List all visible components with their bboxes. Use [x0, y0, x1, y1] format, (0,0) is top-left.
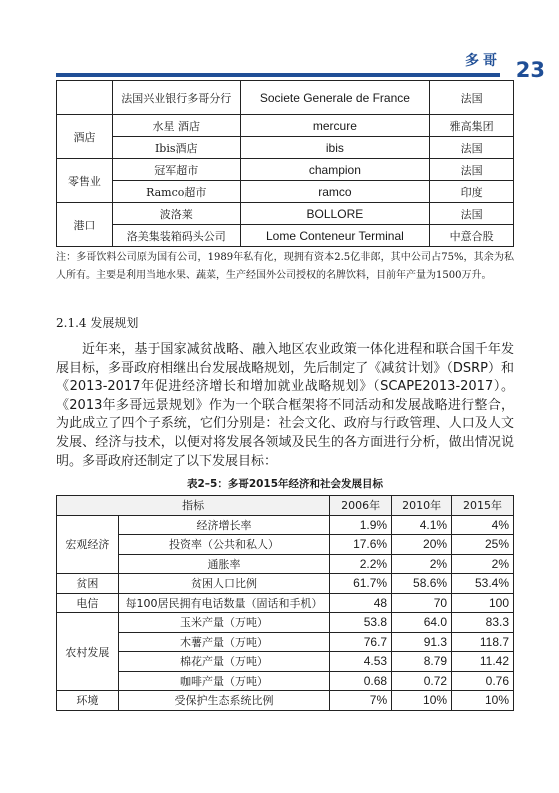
table-row [57, 652, 514, 672]
value-2006: 76.7 [330, 632, 392, 652]
table-caption: 表2–5：多哥2015年经济和社会发展目标 [186, 478, 384, 490]
value-2006: 4.53 [330, 652, 392, 672]
company-cn-cell: 冠军超市 [112, 159, 240, 181]
category-cell [57, 81, 113, 115]
value-2006: 2.2% [330, 554, 392, 574]
value-2010: 20% [392, 535, 452, 555]
value-2015: 0.76 [452, 671, 514, 691]
value-2006: 61.7% [330, 574, 392, 594]
table-row [57, 574, 514, 594]
table-row [57, 613, 514, 633]
foreign-companies-table [56, 80, 514, 247]
indicator-cell: 受保护生态系统比例 [118, 691, 329, 711]
indicator-cell: 玉米产量（万吨） [118, 613, 329, 633]
value-2015: 25% [452, 535, 514, 555]
table-header-row [57, 496, 514, 516]
indicator-cell: 贫困人口比例 [118, 574, 329, 594]
indicator-cell: 经济增长率 [118, 515, 329, 535]
page-header [0, 0, 559, 80]
value-2006: 53.8 [330, 613, 392, 633]
value-2015: 11.42 [452, 652, 514, 672]
origin-cell: 法国 [430, 137, 514, 159]
category-cell: 农村发展 [57, 613, 119, 691]
value-2015: 53.4% [452, 574, 514, 594]
header-2015: 2015年 [452, 496, 514, 516]
category-cell: 港口 [57, 203, 113, 247]
indicator-cell: 木薯产量（万吨） [118, 632, 329, 652]
table-row [57, 181, 514, 203]
body-paragraph: 近年来，基于国家减贫战略、融入地区农业政策一体化进程和联合国千年发展目标，多哥政府相继出台发展战略规划，先后制定了《减贫计划》（DSRP）和《2013-2017年促进经济增长和增加就业战略规划》（SCAPE2013-2017）。《2013年多哥远景规划》作为一个联合框架将不同活动和发展战略进行整合，为此成立了四个子系统，它们分别是：社会文化、政府与行政管理、人口及人文发展、经济与技术，以便对将发展各领域及民生的各方面进行分析，做出情况说明。多哥政府还制定了以下发展目标： [56, 342, 514, 469]
table-row [57, 515, 514, 535]
indicator-cell: 投资率（公共和私人） [118, 535, 329, 555]
value-2006: 0.68 [330, 671, 392, 691]
section-title: 2.1.4 发展规划 [56, 316, 139, 330]
category-cell: 环境 [57, 691, 119, 711]
origin-cell: 法国 [430, 159, 514, 181]
table-row [57, 225, 514, 247]
company-en-cell: mercure [240, 115, 430, 137]
category-cell: 零售业 [57, 159, 113, 203]
origin-cell: 印度 [430, 181, 514, 203]
table-row [57, 203, 514, 225]
header-2010: 2010年 [392, 496, 452, 516]
value-2015: 2% [452, 554, 514, 574]
table-row [57, 554, 514, 574]
header-2006: 2006年 [330, 496, 392, 516]
header-country: 多哥 [465, 53, 501, 69]
table-row [57, 632, 514, 652]
company-cn-cell: 波洛莱 [112, 203, 240, 225]
company-en-cell: Societe Generale de France [240, 81, 430, 115]
company-en-cell: ibis [240, 137, 430, 159]
table-row [57, 115, 514, 137]
category-cell: 宏观经济 [57, 515, 119, 574]
value-2015: 10% [452, 691, 514, 711]
table-row [57, 137, 514, 159]
indicator-cell: 每100居民拥有电话数量（固话和手机） [118, 593, 329, 613]
company-cn-cell: Ramco超市 [112, 181, 240, 203]
category-cell: 贫困 [57, 574, 119, 594]
table-row [57, 535, 514, 555]
value-2015: 100 [452, 593, 514, 613]
value-2010: 91.3 [392, 632, 452, 652]
value-2015: 118.7 [452, 632, 514, 652]
value-2010: 0.72 [392, 671, 452, 691]
value-2010: 70 [392, 593, 452, 613]
value-2010: 4.1% [392, 515, 452, 535]
company-cn-cell: Ibis酒店 [112, 137, 240, 159]
company-cn-cell: 法国兴业银行多哥分行 [112, 81, 240, 115]
company-cn-cell: 洛美集装箱码头公司 [112, 225, 240, 247]
indicator-cell: 棉花产量（万吨） [118, 652, 329, 672]
category-cell: 电信 [57, 593, 119, 613]
origin-cell: 中意合股 [430, 225, 514, 247]
value-2015: 83.3 [452, 613, 514, 633]
header-rule [56, 73, 500, 77]
company-en-cell: BOLLORE [240, 203, 430, 225]
header-indicator: 指标 [57, 496, 330, 516]
company-en-cell: champion [240, 159, 430, 181]
table-row [57, 593, 514, 613]
page-number: 23 [515, 58, 545, 82]
table-row [57, 159, 514, 181]
origin-cell: 雅高集团 [430, 115, 514, 137]
value-2015: 4% [452, 515, 514, 535]
company-en-cell: Lome Conteneur Terminal [240, 225, 430, 247]
category-cell: 酒店 [57, 115, 113, 159]
table-row [57, 671, 514, 691]
table-row [57, 691, 514, 711]
value-2006: 17.6% [330, 535, 392, 555]
value-2006: 7% [330, 691, 392, 711]
value-2010: 58.6% [392, 574, 452, 594]
value-2010: 10% [392, 691, 452, 711]
development-goals-table [56, 495, 514, 711]
company-cn-cell: 水星 酒店 [112, 115, 240, 137]
origin-cell: 法国 [430, 81, 514, 115]
company-en-cell: ramco [240, 181, 430, 203]
indicator-cell: 咖啡产量（万吨） [118, 671, 329, 691]
value-2006: 48 [330, 593, 392, 613]
indicator-cell: 通胀率 [118, 554, 329, 574]
table-note: 注：多哥饮料公司原为国有公司，1989年私有化，现拥有资本2.5亿非郎，其中公司占75%，其余为私人所有。主要是利用当地水果、蔬菜，生产经国外公司授权的名牌饮料，目前年产量为1500万升。 [56, 252, 514, 281]
origin-cell: 法国 [430, 203, 514, 225]
value-2010: 2% [392, 554, 452, 574]
value-2010: 64.0 [392, 613, 452, 633]
table-row [57, 81, 514, 115]
value-2010: 8.79 [392, 652, 452, 672]
value-2006: 1.9% [330, 515, 392, 535]
